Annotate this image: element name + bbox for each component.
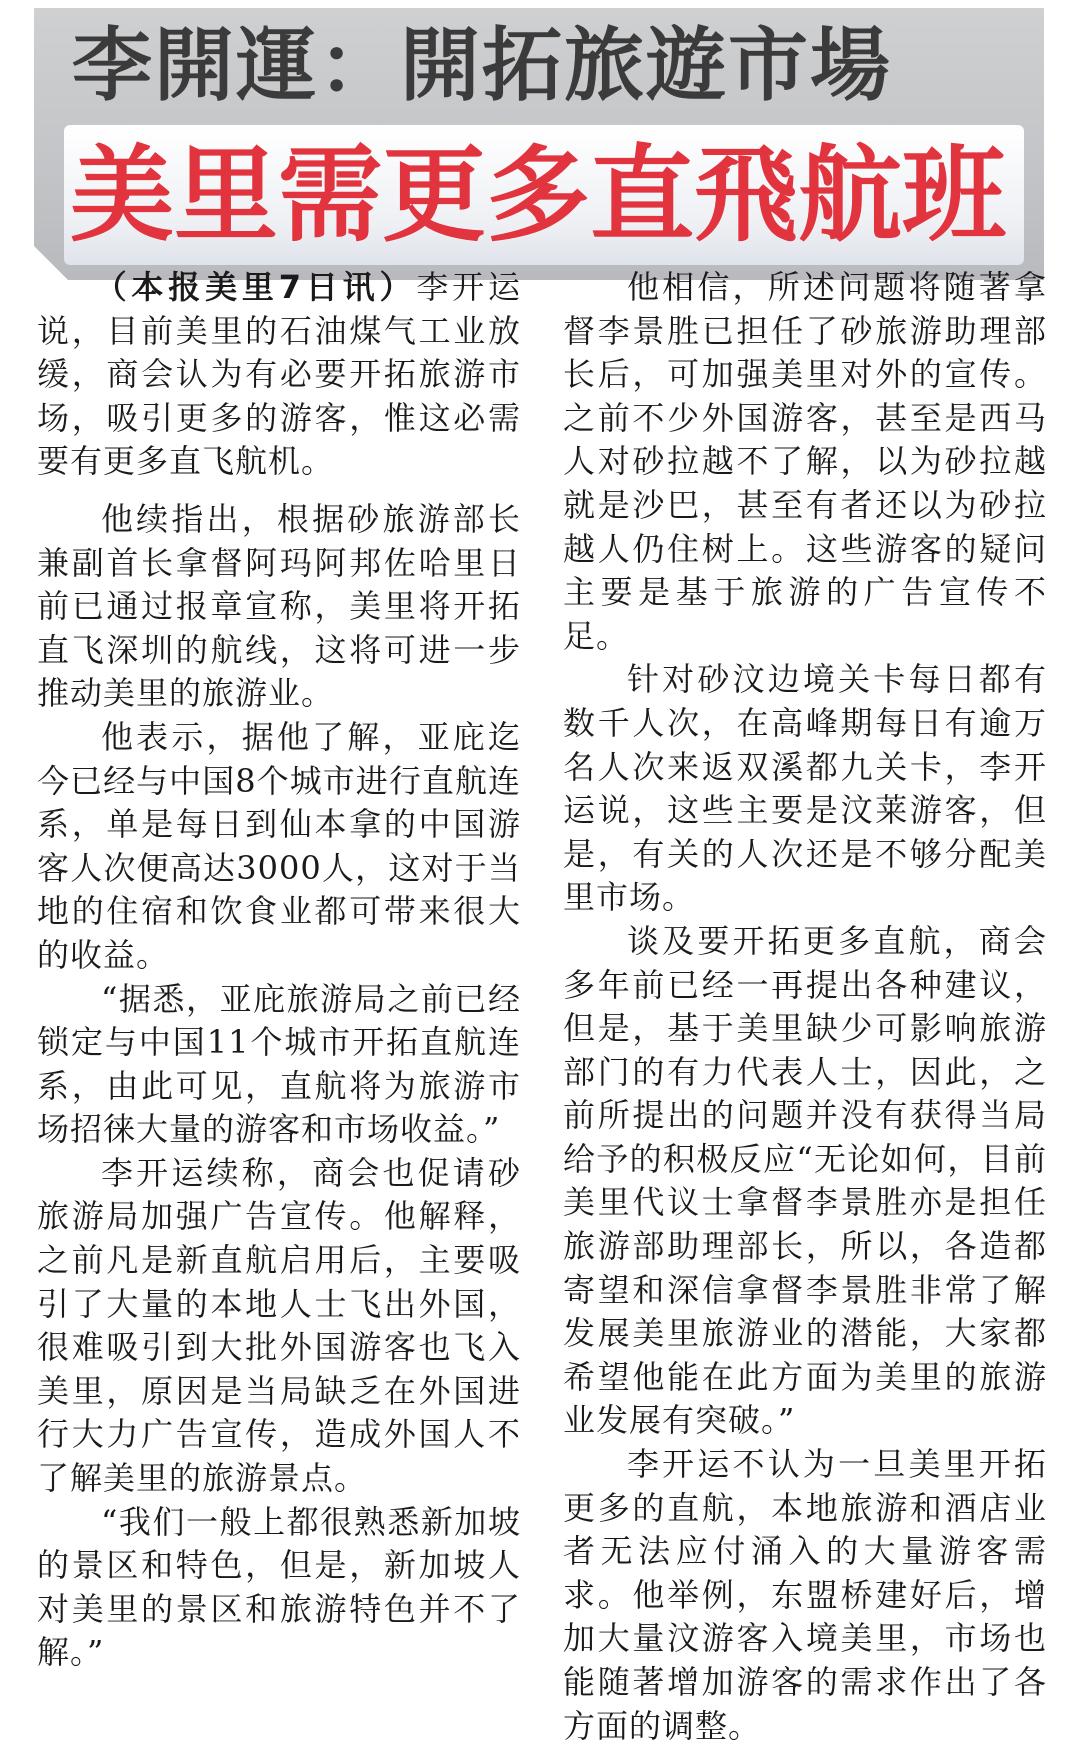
right-column — [563, 266, 1047, 1748]
paragraph: 李开运不认为一旦美里开拓更多的直航，本地旅游和酒店业者无法应付涌入的大量游客需求。他举例，东盟桥建好后，增加大量汶游客入境美里，市场也能随著增加游客的需求作出了各方面的调整。 — [563, 1445, 1047, 1745]
paragraph: “据悉，亚庇旅游局之前已经锁定与中国11个城市开拓直航连系，由此可见，直航将为旅游市场招徕大量的游客和市场收益。” — [37, 979, 521, 1149]
article-kicker: 李開運：開拓旅遊市場 — [72, 19, 892, 112]
paragraph: 他相信，所述问题将随著拿督李景胜已担任了砂旅游助理部长后，可加强美里对外的宣传。之前不少外国游客，甚至是西马人对砂拉越不了解，以为砂拉越就是沙巴，甚至有者还以为砂拉越人仍住树上。这些游客的疑问主要是基于旅游的广告宣传不足。 — [563, 268, 1047, 655]
paragraph: “我们一般上都很熟悉新加坡的景区和特色，但是，新加坡人对美里的景区和旅游特色并不了解。” — [37, 1502, 521, 1672]
paragraph: 他续指出，根据砂旅游部长兼副首长拿督阿玛阿邦佐哈里日前已通过报章宣称，美里将开拓直飞深圳的航线，这将可进一步推动美里的旅游业。 — [37, 499, 521, 713]
paragraph: 针对砂汶边境关卡每日都有数千人次，在高峰期每日有逾万名人次来返双溪都九关卡，李开运说，这些主要是汶莱游客，但是，有关的人次还是不够分配美里市场。 — [563, 660, 1047, 917]
paragraph-text: 李开运说，目前美里的石油煤气工业放缓，商会认为有必要开拓旅游市场，吸引更多的游客，惟这必需要有更多直飞航机。 — [37, 268, 521, 481]
paragraph: 他表示，据他了解，亚庇迄今已经与中国8个城市进行直航连系，单是每日到仙本拿的中国游客人次便高达3000人，这对于当地的住宿和饮食业都可带来很大的收益。 — [37, 717, 521, 974]
paragraph: 谈及要开拓更多直航，商会多年前已经一再提出各种建议，但是，基于美里缺少可影响旅游部门的有力代表人士，因此，之前所提出的问题并没有获得当局给予的积极反应“无论如何，目前美里代议士拿督李景胜亦是担任旅游部助理部长，所以，各造都寄望和深信拿督李景胜非常了解发展美里旅游业的潜能，大家都希望他能在此方面为美里的旅游业发展有突破。” — [563, 921, 1047, 1440]
paragraph-1 — [37, 266, 521, 484]
left-column — [37, 266, 521, 1675]
article-headline: 美里需更多直飛航班 — [70, 134, 1007, 256]
paragraph: 李开运续称，商会也促请砂旅游局加强广告宣传。他解释，之前凡是新直航启用后，主要吸引了大量的本地人士飞出外国，很难吸引到大批外国游客也飞入美里，原因是当局缺乏在外国进行大力广告宣传，造成外国人不了解美里的旅游景点。 — [37, 1153, 521, 1498]
dateline: （本报美里7日讯） — [94, 268, 417, 306]
